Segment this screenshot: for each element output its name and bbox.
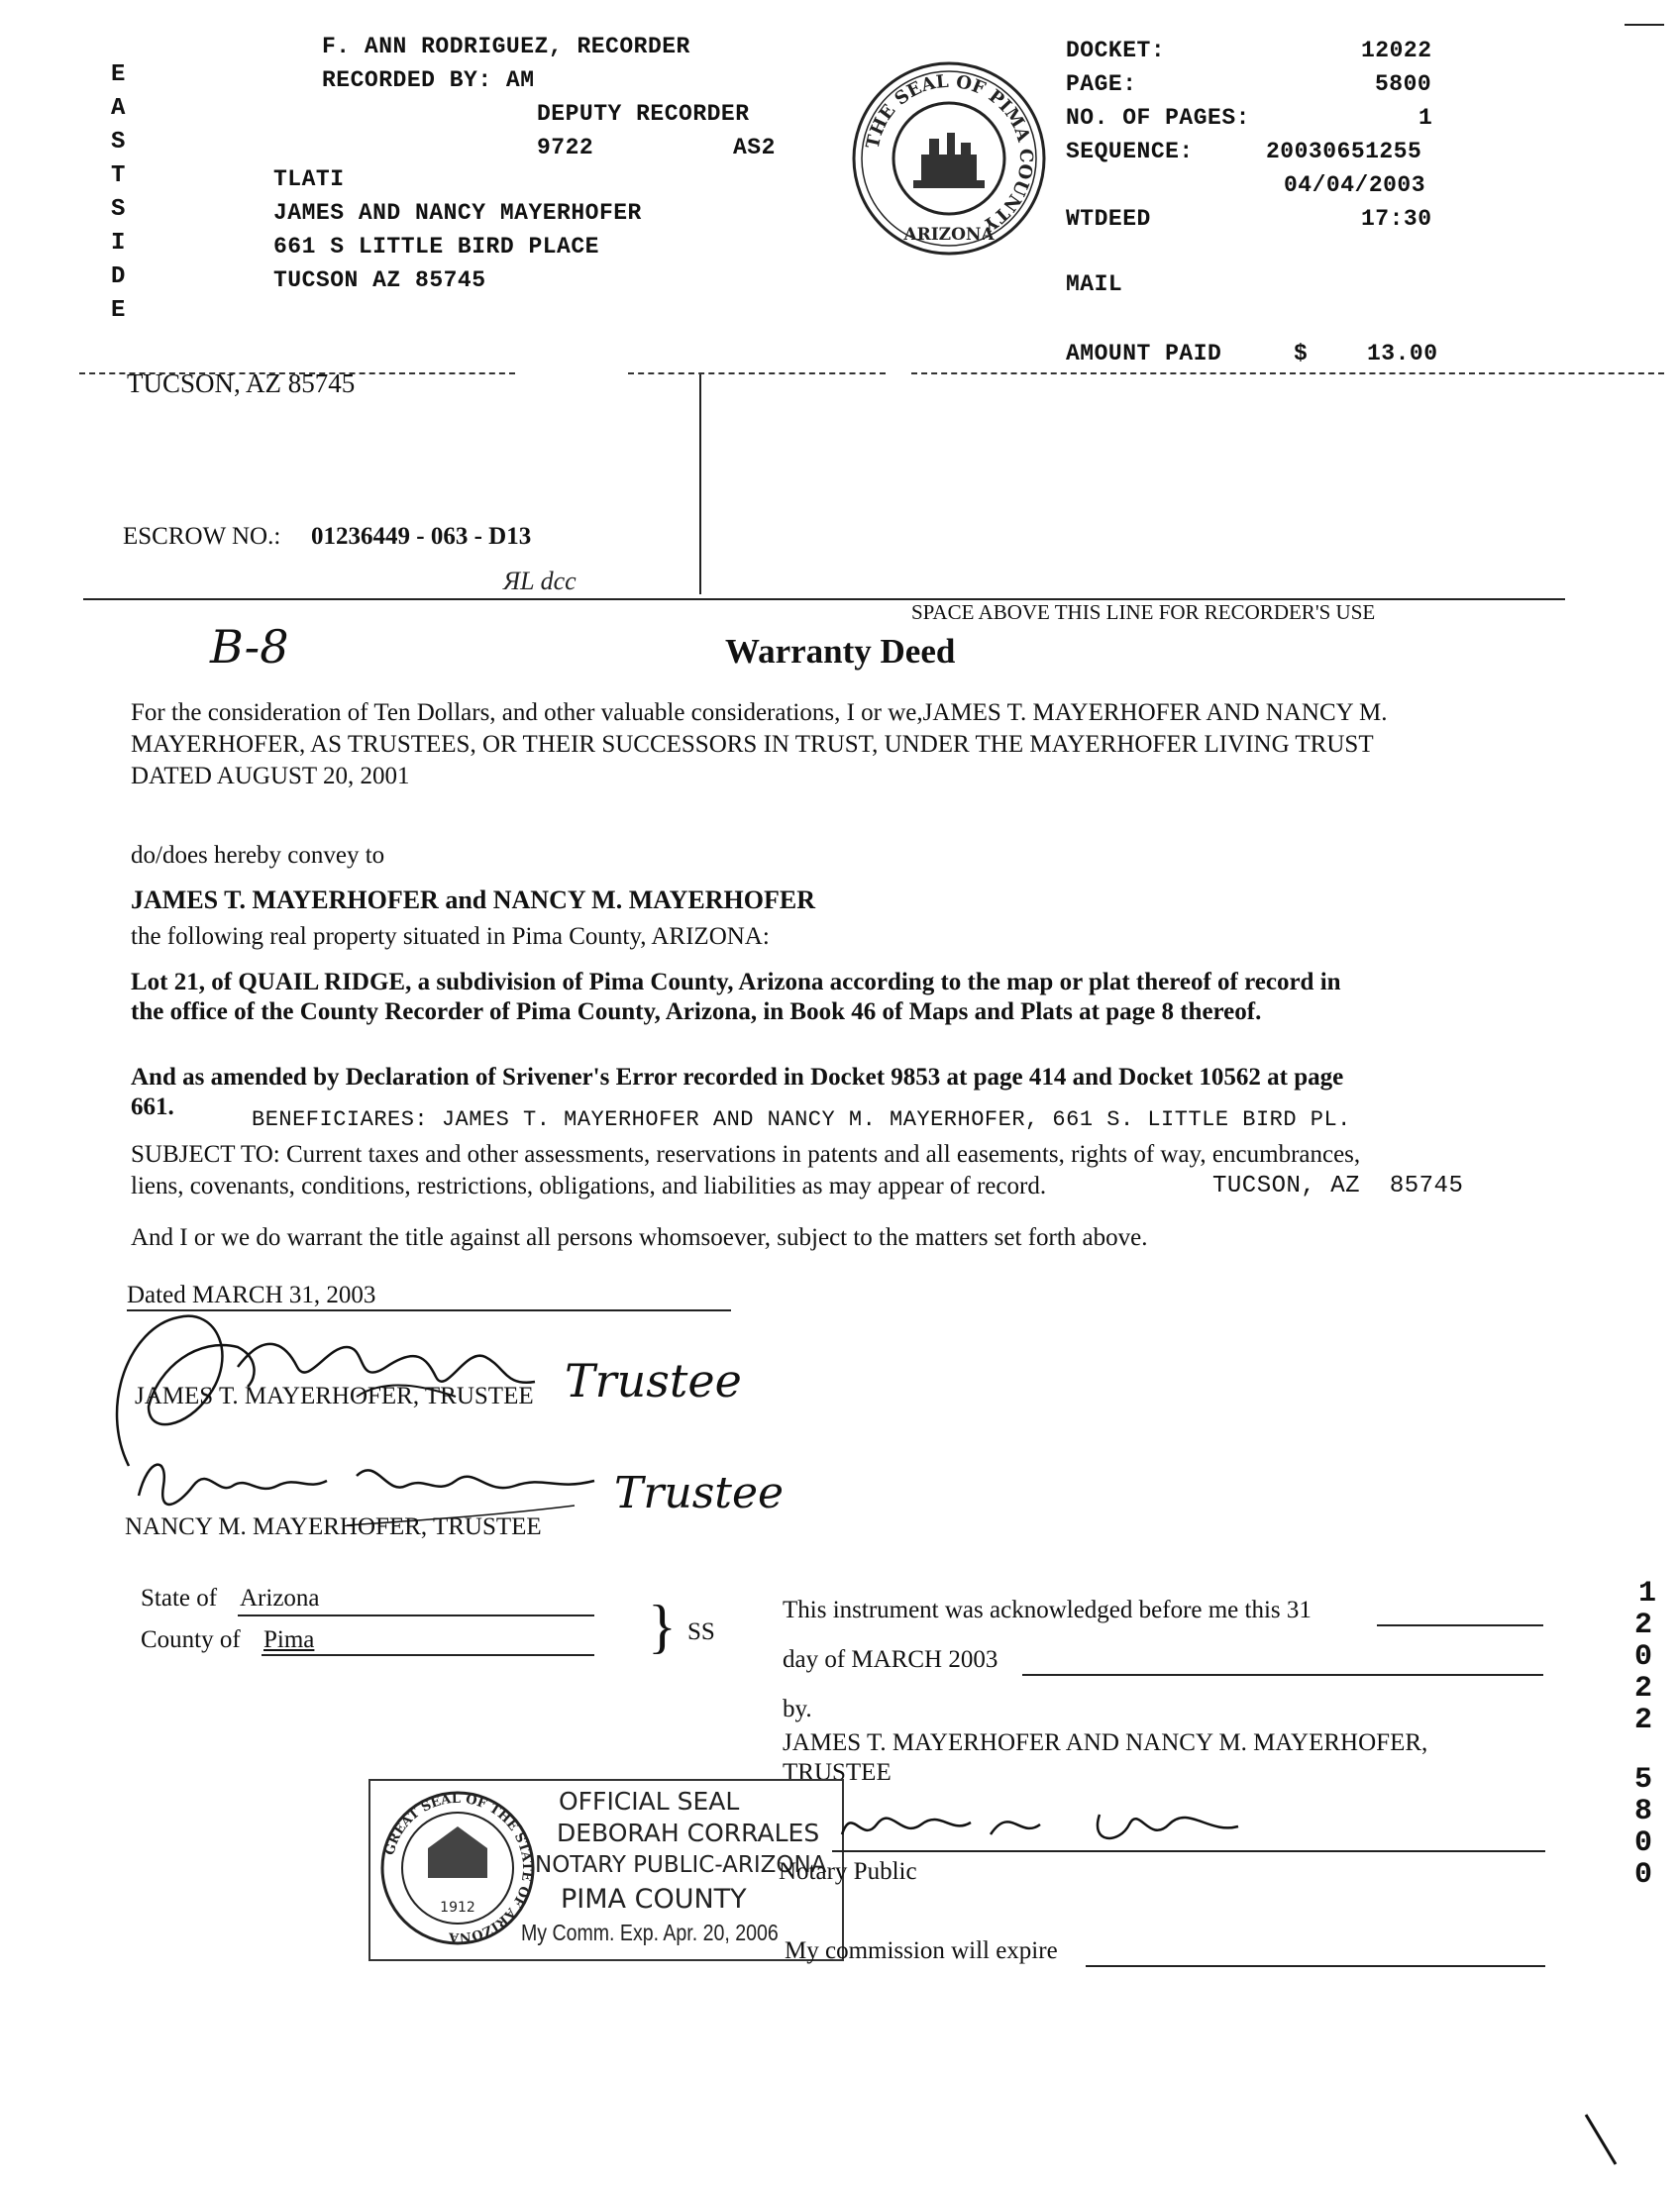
beneficiaries: BENEFICIARES: JAMES T. MAYERHOFER AND NANCY M. MAYERHOFER, 661 S. LITTLE BIRD PL. [252,1107,1351,1132]
side-digit: 1 [1638,1577,1657,1611]
party-name: JAMES AND NANCY MAYERHOFER [273,200,642,226]
seal-ring-text: THE SEAL OF PIMA COUNTY [862,70,1037,236]
recorder-use-note: SPACE ABOVE THIS LINE FOR RECORDER'S USE [911,600,1376,624]
side-digit: 0 [1634,1640,1653,1674]
amount-value: 13.00 [1367,341,1438,366]
recorded-by: RECORDED BY: AM [322,67,535,93]
commission-label: My commission will expire [785,1937,1058,1964]
return-city: TUCSON, AZ 85745 [127,368,356,398]
consideration-line-1: For the consideration of Ten Dollars, and other valuable considerations, I or we,JAMES T. MAYERHOFER AND NANCY M. [131,699,1388,726]
county-line [262,1654,594,1656]
state-value: Arizona [240,1585,320,1612]
side-letter: I [111,230,126,257]
recorder-separator-mid [628,372,886,374]
mail-label: MAIL [1066,271,1123,297]
side-digit: 2 [1634,1609,1653,1642]
convey-text: do/does hereby convey to [131,842,385,869]
amount-currency: $ [1294,341,1309,366]
signer-1: JAMES T. MAYERHOFER, TRUSTEE [135,1383,534,1409]
stamp-line-5: My Comm. Exp. Apr. 20, 2006 [521,1920,779,1945]
ack-day-line [1377,1624,1543,1626]
side-letter: A [111,95,126,122]
subject-city: TUCSON, AZ 85745 [1212,1173,1464,1199]
page-label: PAGE: [1066,71,1137,97]
page-value: 5800 [1375,71,1432,97]
side-letter: E [111,61,126,88]
subject-line-2: liens, covenants, conditions, restrictions, obligations, and liabilities as may appear of record. [131,1173,1047,1199]
docket-value: 12022 [1361,38,1432,63]
record-date: 04/04/2003 [1284,172,1426,198]
seal-bottom-text: ARIZONA [903,225,995,245]
escrow-label: ESCROW NO.: [123,523,281,550]
recorder-name: F. ANN RODRIGUEZ, RECORDER [322,34,690,59]
sequence-label: SEQUENCE: [1066,139,1194,164]
deputy-code: 9722 [537,135,594,160]
az-seal-year: 1912 [440,1900,475,1916]
pages-label: NO. OF PAGES: [1066,105,1250,131]
return-box-divider [699,374,701,594]
commission-line [1086,1965,1545,1967]
side-letter: S [111,129,126,156]
signature-title-1: Trustee [565,1354,742,1407]
by-label: by. [783,1696,812,1722]
amount-label: AMOUNT PAID [1066,341,1222,366]
consideration-line-2: MAYERHOFER, AS TRUSTEES, OR THEIR SUCCESSORS IN TRUST, UNDER THE MAYERHOFER LIVING TRUST [131,731,1374,758]
side-digit: 0 [1634,1858,1653,1892]
legal-line-1: Lot 21, of QUAIL RIDGE, a subdivision of Pima County, Arizona according to the map or plat thereof of record in [131,969,1341,995]
amend-line-1: And as amended by Declaration of Srivener's Error recorded in Docket 9853 at page 414 and Docket 10562 at page [131,1064,1344,1091]
by-title: TRUSTEE [783,1759,892,1786]
deed-title: Warranty Deed [725,632,956,671]
sequence-value: 20030651255 [1266,139,1422,164]
ack-month: day of MARCH 2003 [783,1646,998,1673]
stamp-line-3: NOTARY PUBLIC-ARIZONA [535,1852,827,1878]
stamp-line-1: OFFICIAL SEAL [559,1787,740,1816]
pages-value: 1 [1418,105,1433,131]
signer-2: NANCY M. MAYERHOFER, TRUSTEE [125,1513,542,1540]
deputy-recorder: DEPUTY RECORDER [537,101,750,127]
party-city: TUCSON AZ 85745 [273,267,486,293]
side-digit: 5 [1634,1763,1653,1797]
warrant-text: And I or we do warrant the title against all persons whomsoever, subject to the matters set forth above. [131,1224,1148,1251]
side-digit: 8 [1634,1795,1653,1828]
state-label: State of [141,1585,218,1612]
recorder-separator-right [911,372,1664,374]
notary-public-label: Notary Public [779,1858,917,1885]
county-value: Pima [263,1626,315,1653]
side-digit: 2 [1634,1672,1653,1706]
corner-tick [1625,24,1664,26]
deputy-code2: AS2 [733,135,776,160]
state-line [238,1614,594,1616]
party-street: 661 S LITTLE BIRD PLACE [273,234,599,260]
escrow-initials: ЯL dcc [503,567,577,595]
az-seal-ring-text: GREAT SEAL OF THE STATE OF ARIZONA [382,1791,535,1945]
side-letter: T [111,162,126,189]
pima-county-seal [850,59,1048,258]
corner-mark [1581,2110,1621,2169]
ack-month-line [1022,1674,1543,1676]
margin-note: B-8 [210,620,289,674]
arizona-state-seal [378,1789,537,1947]
docket-label: DOCKET: [1066,38,1166,63]
ss-brace: } [648,1594,677,1659]
county-label: County of [141,1626,241,1653]
doc-type: WTDEED [1066,206,1151,232]
side-letter: D [111,263,126,290]
notary-signature [832,1795,1248,1854]
side-letter: S [111,196,126,223]
subject-line-1: SUBJECT TO: Current taxes and other assessments, reservations in patents and all easements, rights of way, encumbrances, [131,1141,1361,1168]
ack-line: This instrument was acknowledged before me this 31 [783,1597,1312,1623]
escrow-value: 01236449 - 063 - D13 [311,523,532,550]
consideration-line-3: DATED AUGUST 20, 2001 [131,763,410,789]
legal-line-2: the office of the County Recorder of Pima County, Arizona, in Book 46 of Maps and Plats at page 8 thereof. [131,998,1262,1025]
notary-stamp [368,1779,844,1961]
side-digit: 0 [1634,1826,1653,1860]
signature-title-2: Trustee [614,1468,785,1518]
amend-line-2: 661. [131,1094,174,1120]
side-digit: 2 [1634,1704,1653,1737]
by-names: JAMES T. MAYERHOFER AND NANCY M. MAYERHOFER, [783,1729,1428,1756]
record-time: 17:30 [1361,206,1432,232]
grantees: JAMES T. MAYERHOFER and NANCY M. MAYERHOFER [131,885,815,914]
notary-signature-line [832,1850,1545,1852]
situated-text: the following real property situated in Pima County, ARIZONA: [131,923,770,950]
stamp-line-2: DEBORAH CORRALES [557,1819,820,1847]
side-letter: E [111,297,126,324]
dated-text: Dated MARCH 31, 2003 [127,1282,376,1308]
stamp-line-4: PIMA COUNTY [561,1884,747,1915]
tlati: TLATI [273,166,345,192]
ss-label: SS [687,1618,715,1645]
